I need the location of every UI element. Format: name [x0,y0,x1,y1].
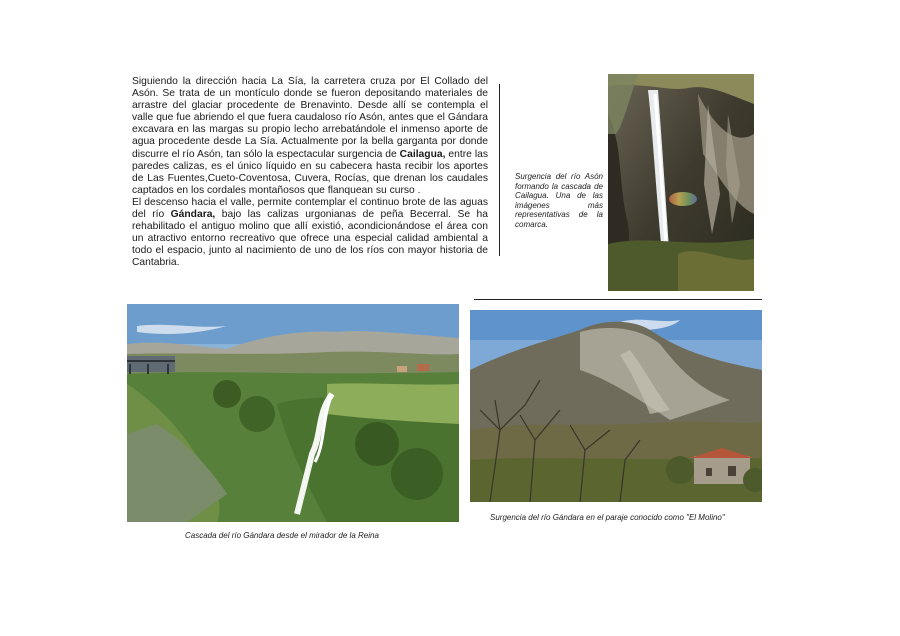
paragraph-1: Siguiendo la dirección hacia La Sía, la carretera cruza por El Collado del Asón. Se trata de un montículo donde se fueron depositando materiales de arrastre del glaciar procedente de Brenavinto. Desde allí se contempla el valle que fue abriendo el que fuera caudaloso río Asón, antes que el Gándara excavara en las margas su propio lecho arrebatándole el inmenso aporte de agua procedente desde La Sía. Actualmente por la bella garganta por donde discurre el río Asón, tan sólo la espectacular surgencia de Cailagua, entre las paredes calizas, es el único líquido en su cabecera hasta recibir los aportes de Las Fuentes,Cueto-Coventosa, Cuvera, Rocías, que drenan los caudales captados en los cordales montañosos que flanquean su curso . [132,76,488,196]
cascada-gandara-photo [127,304,459,522]
molino-gandara-photo [470,310,762,502]
cascada-gandara-caption: Cascada del río Gándara desde el mirador de la Reina [185,531,379,540]
paragraph-2: El descenso hacia el valle, permite contemplar el continuo brote de las aguas del río Gándara, bajo las calizas urgonianas de peña Becerral. Se ha rehabilitado el antiguo molino que allí existió, acondicionándose el área con un atractivo entorno recreativo que ofrece una especial calidad ambiental a todo el espacio, junto al nacimiento de uno de los ríos con mayor historia de Cantabria. [132,196,488,269]
horizontal-divider [474,299,762,300]
waterfall-photo [608,74,754,291]
vertical-divider [499,84,500,256]
waterfall-caption: Surgencia del río Asón formando la cascada de Cailagua. Una de las imágenes más representativas de la comarca. [515,172,603,229]
molino-gandara-caption: Surgencia del río Gándara en el paraje conocido como "El Molino" [490,513,725,522]
body-text [132,76,488,270]
